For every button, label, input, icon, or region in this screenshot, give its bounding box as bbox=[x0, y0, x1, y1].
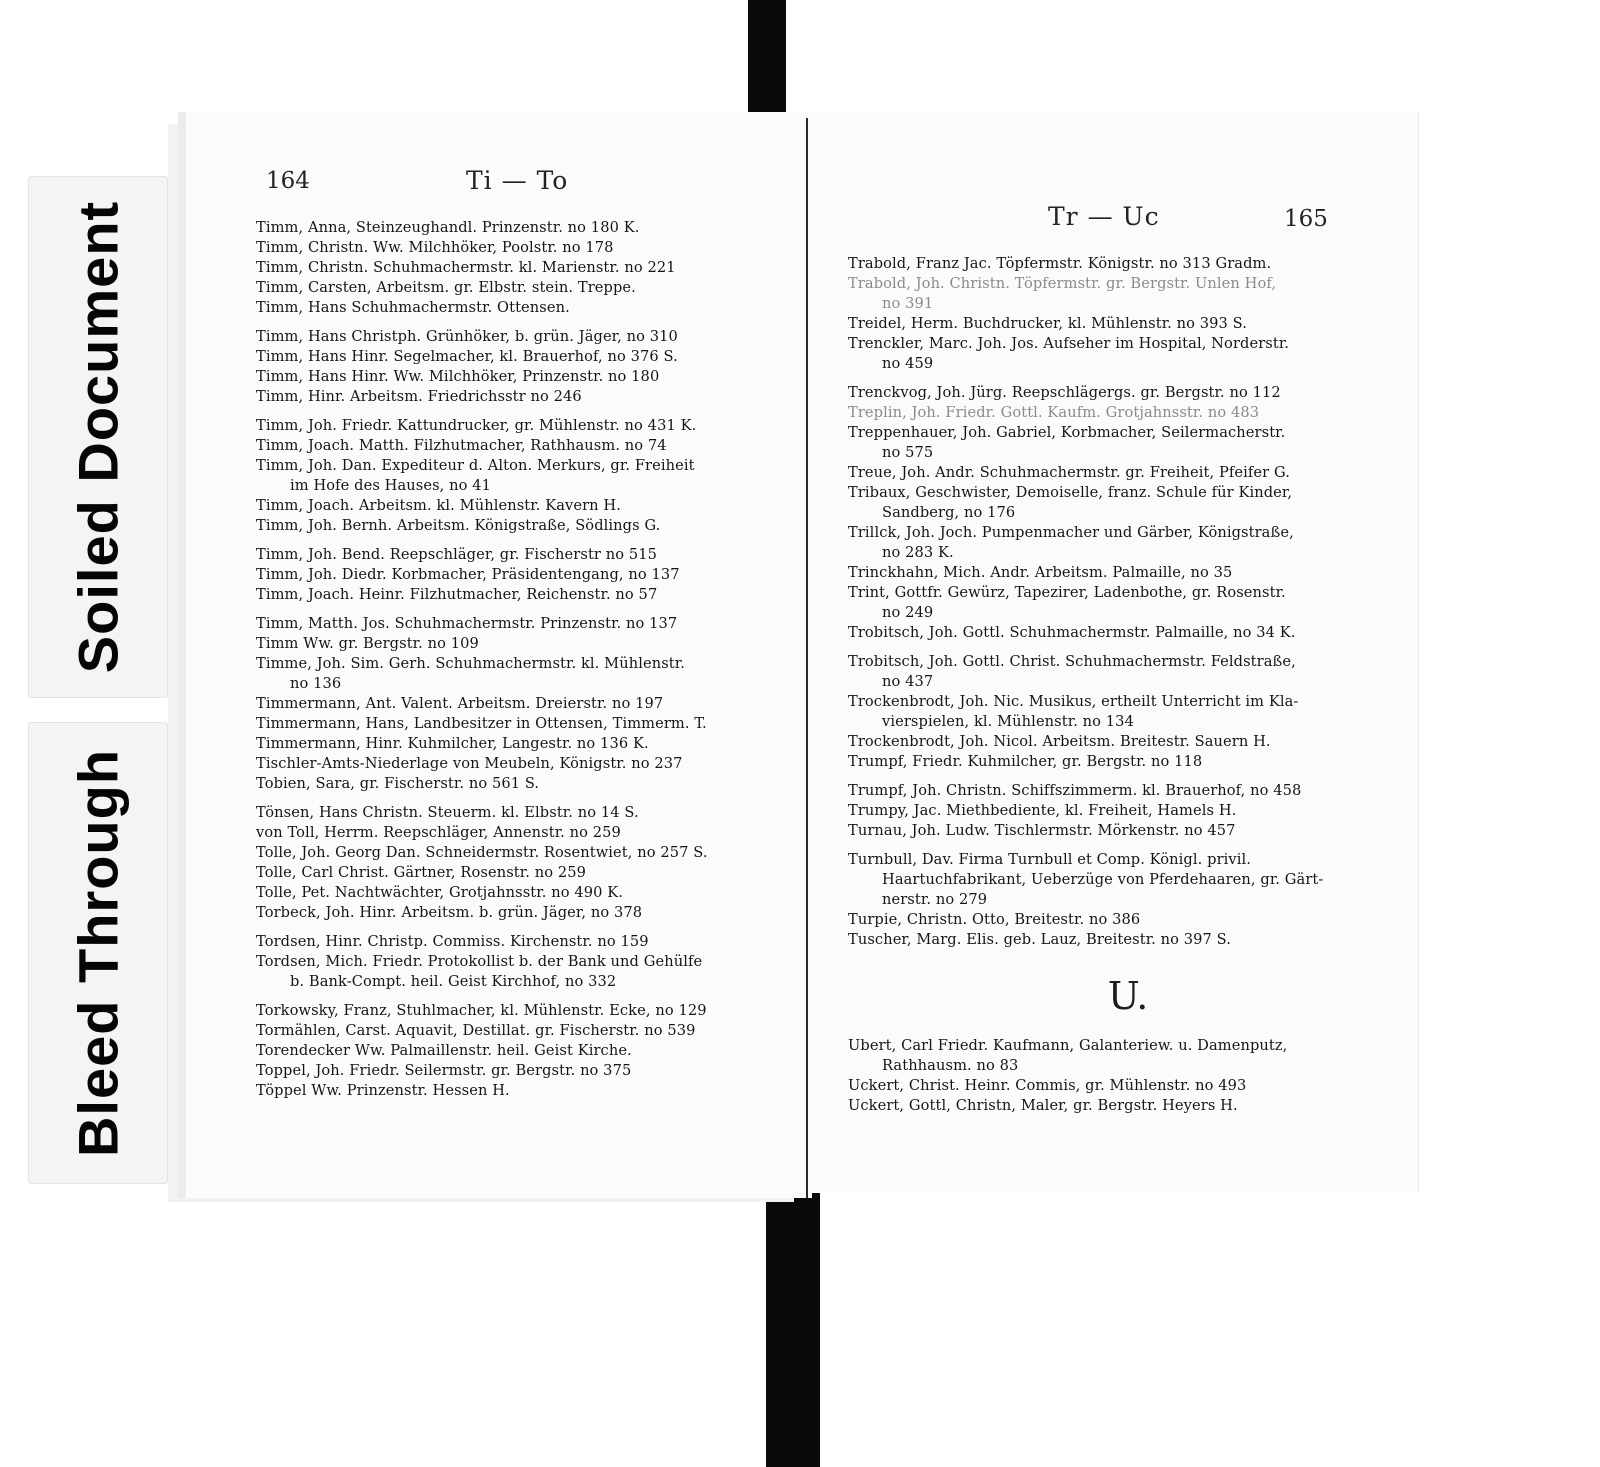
directory-entry: Timm, Joh. Bernh. Arbeitsm. Königstraße, Södlings G. bbox=[256, 517, 661, 534]
directory-entry: Trobitsch, Joh. Gottl. Schuhmachermstr. Palmaille, no 34 K. bbox=[848, 624, 1296, 641]
directory-entry: Torbeck, Joh. Hinr. Arbeitsm. b. grün. Jäger, no 378 bbox=[256, 904, 643, 921]
directory-entry: Trenckler, Marc. Joh. Jos. Aufseher im Hospital, Norderstr. bbox=[848, 335, 1290, 352]
directory-entry: Tuscher, Marg. Elis. geb. Lauz, Breitestr. no 397 S. bbox=[848, 931, 1231, 948]
directory-entry: Timm, Joach. Matth. Filzhutmacher, Rathhausm. no 74 bbox=[256, 437, 667, 454]
directory-entry: Timmermann, Hans, Landbesitzer in Ottensen, Timmerm. T. bbox=[256, 715, 707, 732]
directory-entry: Treppenhauer, Joh. Gabriel, Korbmacher, Seilermacherstr. bbox=[848, 424, 1286, 441]
directory-entry: Rathhausm. no 83 bbox=[882, 1057, 1019, 1074]
section-letter: U. bbox=[1107, 974, 1149, 1018]
page-header: Ti — To bbox=[466, 166, 569, 195]
directory-entry: Tönsen, Hans Christn. Steuerm. kl. Elbstr. no 14 S. bbox=[256, 804, 639, 821]
page-number: 165 bbox=[1284, 206, 1328, 232]
directory-entry: Trumpy, Jac. Miethbediente, kl. Freiheit, Hamels H. bbox=[848, 802, 1237, 819]
directory-entry: Trillck, Joh. Joch. Pumpenmacher und Gärber, Königstraße, bbox=[848, 524, 1294, 541]
u-entries bbox=[848, 1036, 1408, 1116]
directory-entry: Tischler-Amts-Niederlage von Meubeln, Königstr. no 237 bbox=[256, 755, 683, 772]
directory-entry: Ubert, Carl Friedr. Kaufmann, Galanteriew. u. Damenputz, bbox=[848, 1037, 1288, 1054]
directory-entry: Trobitsch, Joh. Gottl. Christ. Schuhmachermstr. Feldstraße, bbox=[848, 653, 1296, 670]
directory-entry: Trockenbrodt, Joh. Nic. Musikus, ertheilt Unterricht im Kla- bbox=[848, 693, 1299, 710]
directory-entry: no 437 bbox=[882, 673, 934, 690]
directory-entry: Timm, Carsten, Arbeitsm. gr. Elbstr. stein. Treppe. bbox=[256, 279, 636, 296]
directory-entry: Timm, Christn. Ww. Milchhöker, Poolstr. no 178 bbox=[256, 239, 614, 256]
binding-strip-bottom bbox=[766, 1193, 820, 1467]
directory-entry: Haartuchfabrikant, Ueberzüge von Pferdehaaren, gr. Gärt- bbox=[882, 871, 1324, 888]
directory-entry: Trenckvog, Joh. Jürg. Reepschlägergs. gr. Bergstr. no 112 bbox=[848, 384, 1281, 401]
directory-entry: Timmermann, Hinr. Kuhmilcher, Langestr. no 136 K. bbox=[256, 735, 649, 752]
directory-entry: Timm, Hans Hinr. Segelmacher, kl. Brauerhof, no 376 S. bbox=[256, 348, 678, 365]
directory-entry: Timm, Hinr. Arbeitsm. Friedrichsstr no 246 bbox=[256, 388, 582, 405]
directory-entry: Turpie, Christn. Otto, Breitestr. no 386 bbox=[848, 911, 1141, 928]
directory-entry: no 249 bbox=[882, 604, 934, 621]
soiled-document-label: Soiled Document bbox=[66, 200, 130, 674]
directory-entry: Timm, Joh. Diedr. Korbmacher, Präsidentengang, no 137 bbox=[256, 566, 680, 583]
directory-entry: nerstr. no 279 bbox=[882, 891, 988, 908]
directory-entry: Tolle, Carl Christ. Gärtner, Rosenstr. no 259 bbox=[256, 864, 586, 881]
right-page bbox=[810, 112, 1419, 1192]
directory-entry: Treplin, Joh. Friedr. Gottl. Kaufm. Grotjahnsstr. no 483 bbox=[848, 404, 1260, 421]
directory-entry: b. Bank-Compt. heil. Geist Kirchhof, no 332 bbox=[290, 973, 617, 990]
directory-entry: no 136 bbox=[290, 675, 342, 692]
directory-entry: Timm, Hans Schuhmachermstr. Ottensen. bbox=[256, 299, 570, 316]
directory-entry: Torendecker Ww. Palmaillenstr. heil. Geist Kirche. bbox=[256, 1042, 632, 1059]
directory-entry: Timm, Joh. Bend. Reepschläger, gr. Fischerstr no 515 bbox=[256, 546, 658, 563]
directory-entry: Timmermann, Ant. Valent. Arbeitsm. Dreierstr. no 197 bbox=[256, 695, 664, 712]
directory-entry: Tordsen, Mich. Friedr. Protokollist b. der Bank und Gehülfe bbox=[256, 953, 703, 970]
directory-entry: Trockenbrodt, Joh. Nicol. Arbeitsm. Breitestr. Sauern H. bbox=[848, 733, 1271, 750]
directory-entry: Turnau, Joh. Ludw. Tischlermstr. Mörkenstr. no 457 bbox=[848, 822, 1236, 839]
directory-entry: Uckert, Christ. Heinr. Commis, gr. Mühlenstr. no 493 bbox=[848, 1077, 1247, 1094]
directory-entry: Timme, Joh. Sim. Gerh. Schuhmachermstr. kl. Mühlenstr. bbox=[256, 655, 685, 672]
directory-entry: no 391 bbox=[882, 295, 934, 312]
t-entries bbox=[848, 254, 1408, 950]
directory-entry: Turnbull, Dav. Firma Turnbull et Comp. Königl. privil. bbox=[848, 851, 1252, 868]
directory-entry: Trabold, Franz Jac. Töpfermstr. Königstr. no 313 Gradm. bbox=[848, 255, 1272, 272]
directory-entry: Tormählen, Carst. Aquavit, Destillat. gr. Fischerstr. no 539 bbox=[256, 1022, 696, 1039]
directory-entry: Trinckhahn, Mich. Andr. Arbeitsm. Palmaille, no 35 bbox=[848, 564, 1233, 581]
directory-entry: Trumpf, Friedr. Kuhmilcher, gr. Bergstr. no 118 bbox=[848, 753, 1203, 770]
directory-entries bbox=[256, 218, 708, 1101]
directory-entry: Timm, Hans Hinr. Ww. Milchhöker, Prinzenstr. no 180 bbox=[256, 368, 660, 385]
directory-entry: Treue, Joh. Andr. Schuhmachermstr. gr. Freiheit, Pfeifer G. bbox=[848, 464, 1290, 481]
left-page bbox=[178, 112, 812, 1198]
directory-entry: vierspielen, kl. Mühlenstr. no 134 bbox=[882, 713, 1134, 730]
directory-entry: Timm, Anna, Steinzeughandl. Prinzenstr. no 180 K. bbox=[256, 219, 640, 236]
directory-entry: no 575 bbox=[882, 444, 934, 461]
directory-entry: Toppel, Joh. Friedr. Seilermstr. gr. Bergstr. no 375 bbox=[256, 1062, 632, 1079]
directory-entry: Tolle, Joh. Georg Dan. Schneidermstr. Rosentwiet, no 257 S. bbox=[256, 844, 708, 861]
soiled-document-label-strip bbox=[28, 176, 168, 698]
directory-entry: Timm, Joh. Dan. Expediteur d. Alton. Merkurs, gr. Freiheit bbox=[256, 457, 695, 474]
directory-entry: Timm, Joh. Friedr. Kattundrucker, gr. Mühlenstr. no 431 K. bbox=[256, 417, 697, 434]
directory-entry: Trabold, Joh. Christn. Töpfermstr. gr. Bergstr. Unlen Hof, bbox=[848, 275, 1277, 292]
directory-entry: no 283 K. bbox=[882, 544, 954, 561]
page-gutter bbox=[806, 118, 808, 1198]
directory-entry: Timm, Joach. Arbeitsm. kl. Mühlenstr. Kavern H. bbox=[256, 497, 621, 514]
directory-entry: im Hofe des Hauses, no 41 bbox=[290, 477, 492, 494]
directory-entry: Tolle, Pet. Nachtwächter, Grotjahnsstr. no 490 K. bbox=[256, 884, 623, 901]
directory-entry: Tobien, Sara, gr. Fischerstr. no 561 S. bbox=[256, 775, 540, 792]
directory-entry: no 459 bbox=[882, 355, 934, 372]
directory-entry: von Toll, Herrm. Reepschläger, Annenstr. no 259 bbox=[256, 824, 621, 841]
directory-entry: Timm, Joach. Heinr. Filzhutmacher, Reichenstr. no 57 bbox=[256, 586, 658, 603]
directory-entry: Timm Ww. gr. Bergstr. no 109 bbox=[256, 635, 479, 652]
directory-entry: Treidel, Herm. Buchdrucker, kl. Mühlenstr. no 393 S. bbox=[848, 315, 1247, 332]
directory-entry: Tribaux, Geschwister, Demoiselle, franz. Schule für Kinder, bbox=[848, 484, 1293, 501]
directory-entry: Töppel Ww. Prinzenstr. Hessen H. bbox=[256, 1082, 510, 1099]
directory-entry: Trint, Gottfr. Gewürz, Tapezirer, Ladenbothe, gr. Rosenstr. bbox=[848, 584, 1286, 601]
binding-strip-top bbox=[748, 0, 786, 118]
directory-entry: Timm, Hans Christph. Grünhöker, b. grün. Jäger, no 310 bbox=[256, 328, 678, 345]
directory-entry: Tordsen, Hinr. Christp. Commiss. Kirchenstr. no 159 bbox=[256, 933, 649, 950]
directory-entry: Torkowsky, Franz, Stuhlmacher, kl. Mühlenstr. Ecke, no 129 bbox=[256, 1002, 707, 1019]
directory-entries bbox=[848, 254, 1408, 1116]
directory-entry: Timm, Matth. Jos. Schuhmachermstr. Prinzenstr. no 137 bbox=[256, 615, 678, 632]
bleed-through-label-strip bbox=[28, 722, 168, 1184]
directory-entry: Sandberg, no 176 bbox=[882, 504, 1016, 521]
bleed-through-label: Bleed Through bbox=[66, 748, 130, 1158]
page-header: Tr — Uc bbox=[1048, 202, 1160, 231]
page-number: 164 bbox=[266, 168, 310, 194]
directory-entry: Timm, Christn. Schuhmachermstr. kl. Marienstr. no 221 bbox=[256, 259, 676, 276]
directory-entry: Uckert, Gottl, Christn, Maler, gr. Bergstr. Heyers H. bbox=[848, 1097, 1238, 1114]
directory-entry: Trumpf, Joh. Christn. Schiffszimmerm. kl. Brauerhof, no 458 bbox=[848, 782, 1302, 799]
